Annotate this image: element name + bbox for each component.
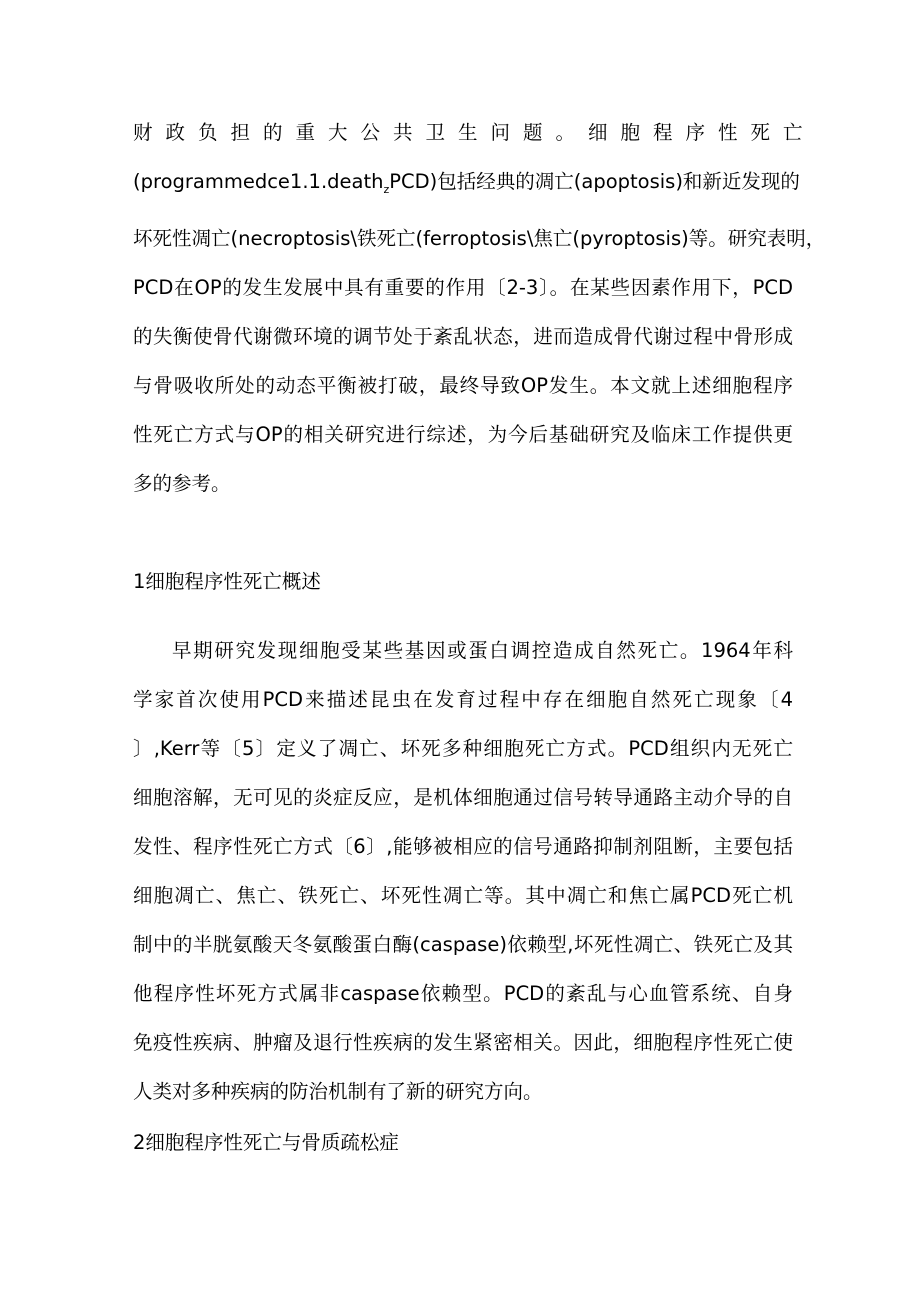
paragraph-1 bbox=[133, 108, 826, 508]
text-line: 细胞溶解，无可见的炎症反应，是机体细胞通过信号转导通路主动介导的自 bbox=[133, 786, 793, 809]
text-line: 早期研究发现细胞受某些基因或蛋白调控造成自然死亡。1964年科 bbox=[172, 639, 793, 662]
section-heading-1 bbox=[133, 557, 793, 606]
text-line: 与骨吸收所处的动态平衡被打破，最终导致OP发生。本文就上述细胞程序 bbox=[133, 373, 793, 397]
text-line: 学家首次使用PCD来描述昆虫在发育过程中存在细胞自然死亡现象〔4 bbox=[133, 688, 793, 711]
text-line: 坏死性凋亡(necroptosis\铁死亡(ferroptosis\焦亡(pyroptosis)等。研究表明， bbox=[133, 226, 826, 250]
text-line: 人类对多种疾病的防治机制有了新的研究方向。 bbox=[133, 1080, 543, 1103]
heading-text: 2细胞程序性死亡与骨质疏松症 bbox=[133, 1131, 399, 1154]
text-line: 细胞凋亡、焦亡、铁死亡、坏死性凋亡等。其中凋亡和焦亡属PCD死亡机 bbox=[133, 884, 793, 907]
text-line: 免疫性疾病、肿瘤及退行性疾病的发生紧密相关。因此，细胞程序性死亡使 bbox=[133, 1031, 793, 1054]
section-heading-2 bbox=[133, 1118, 793, 1167]
text-line: PCD在OP的发生发展中具有重要的作用〔2-3〕。在某些因素作用下，PCD bbox=[133, 275, 793, 299]
text-line: 他程序性坏死方式属非caspase依赖型。PCD的紊乱与心血管系统、自身 bbox=[133, 982, 793, 1005]
text-line: 的失衡使骨代谢微环境的调节处于紊乱状态，进而造成骨代谢过程中骨形成 bbox=[133, 324, 793, 348]
text-line: (programmedce1.1.death$_z$PCD)包括经典的凋亡(apoptosis)和新近发现的 bbox=[133, 170, 800, 196]
paragraph-2 bbox=[133, 626, 793, 1116]
text-line: 多的参考。 bbox=[133, 471, 231, 495]
text-line: 发性、程序性死亡方式〔6〕,能够被相应的信号通路抑制剂阻断，主要包括 bbox=[133, 835, 793, 858]
text-line: 财政负担的重大公共卫生问题。细胞程序性死亡 bbox=[133, 121, 816, 144]
text-line: 性死亡方式与OP的相关研究进行综述，为今后基础研究及临床工作提供更 bbox=[133, 422, 793, 446]
text-line: 制中的半胱氨酸天冬氨酸蛋白酶(caspase)依赖型,坏死性凋亡、铁死亡及其 bbox=[133, 933, 793, 956]
heading-text: 1细胞程序性死亡概述 bbox=[133, 570, 321, 593]
text-line: 〕,Kerr等〔5〕定义了凋亡、坏死多种细胞死亡方式。PCD组织内无死亡 bbox=[133, 737, 793, 760]
